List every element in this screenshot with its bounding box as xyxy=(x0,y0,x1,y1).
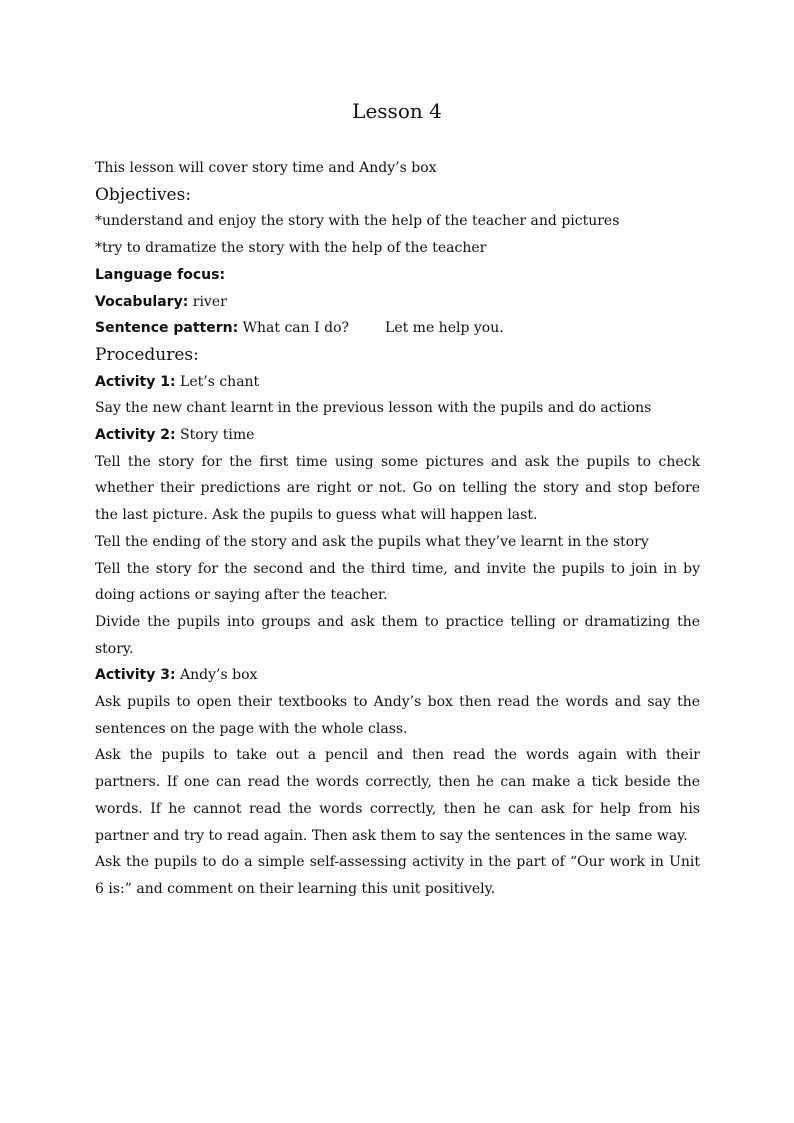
activity-2-paragraph: Tell the ending of the story and ask the pupils what they’ve learnt in the story xyxy=(95,533,649,550)
objectives-heading: Objectives: xyxy=(95,184,192,205)
activity-1-name: Let’s chant xyxy=(180,373,260,390)
objective-item: *try to dramatize the story with the help of the teacher xyxy=(95,240,487,257)
activity-2-heading xyxy=(95,422,700,449)
vocabulary-value: river xyxy=(192,293,227,310)
activity-3-label: Activity 3: xyxy=(95,667,176,684)
activity-3-heading xyxy=(95,662,700,689)
language-focus-heading: Language focus: xyxy=(95,266,226,283)
sentence-pattern-value-1: What can I do? xyxy=(242,320,350,337)
activity-1-label: Activity 1: xyxy=(95,373,176,390)
activity-1-heading xyxy=(95,369,700,396)
activity-3-paragraph: Ask the pupils to take out a pencil and then read the words again with their partners. If one can read the words correctly, then he can make a tick beside the words. If he cannot read the words correctly, then he can ask for help from his partner and try to read again. Then ask them to say the sentences in the same way. xyxy=(95,747,700,844)
activity-3-name: Andy’s box xyxy=(180,667,258,684)
procedures-heading: Procedures: xyxy=(95,344,199,365)
vocabulary-label: Vocabulary: xyxy=(95,293,189,310)
activity-3-paragraph: Ask the pupils to do a simple self-assessing activity in the part of “Our work in Unit 6 is:” and comment on their learning this unit positively. xyxy=(95,854,700,897)
intro-text: This lesson will cover story time and Andy’s box xyxy=(95,160,437,176)
activity-3-paragraph: Ask pupils to open their textbooks to Andy’s box then read the words and say the sentences on the page with the whole class. xyxy=(95,694,700,737)
vocabulary-line xyxy=(95,289,700,316)
sentence-pattern-label: Sentence pattern: xyxy=(95,320,239,337)
activity-2-label: Activity 2: xyxy=(95,427,176,444)
page-title: Lesson 4 xyxy=(352,99,442,123)
sentence-pattern-line xyxy=(95,315,700,342)
sentence-pattern-value-2: Let me help you. xyxy=(385,320,504,337)
lesson-content xyxy=(95,155,700,903)
activity-1-paragraph: Say the new chant learnt in the previous lesson with the pupils and do actions xyxy=(95,400,652,417)
activity-2-paragraph: Tell the story for the first time using some pictures and ask the pupils to check whether their predictions are right or not. Go on telling the story and stop before the last picture. Ask the pupils to guess what will happen last. xyxy=(95,453,700,524)
objective-item: *understand and enjoy the story with the help of the teacher and pictures xyxy=(95,213,620,230)
activity-2-name: Story time xyxy=(180,427,255,444)
activity-2-paragraph: Divide the pupils into groups and ask them to practice telling or dramatizing the story. xyxy=(95,613,700,657)
activity-2-paragraph: Tell the story for the second and the third time, and invite the pupils to join in by doing actions or saying after the teacher. xyxy=(95,560,700,604)
